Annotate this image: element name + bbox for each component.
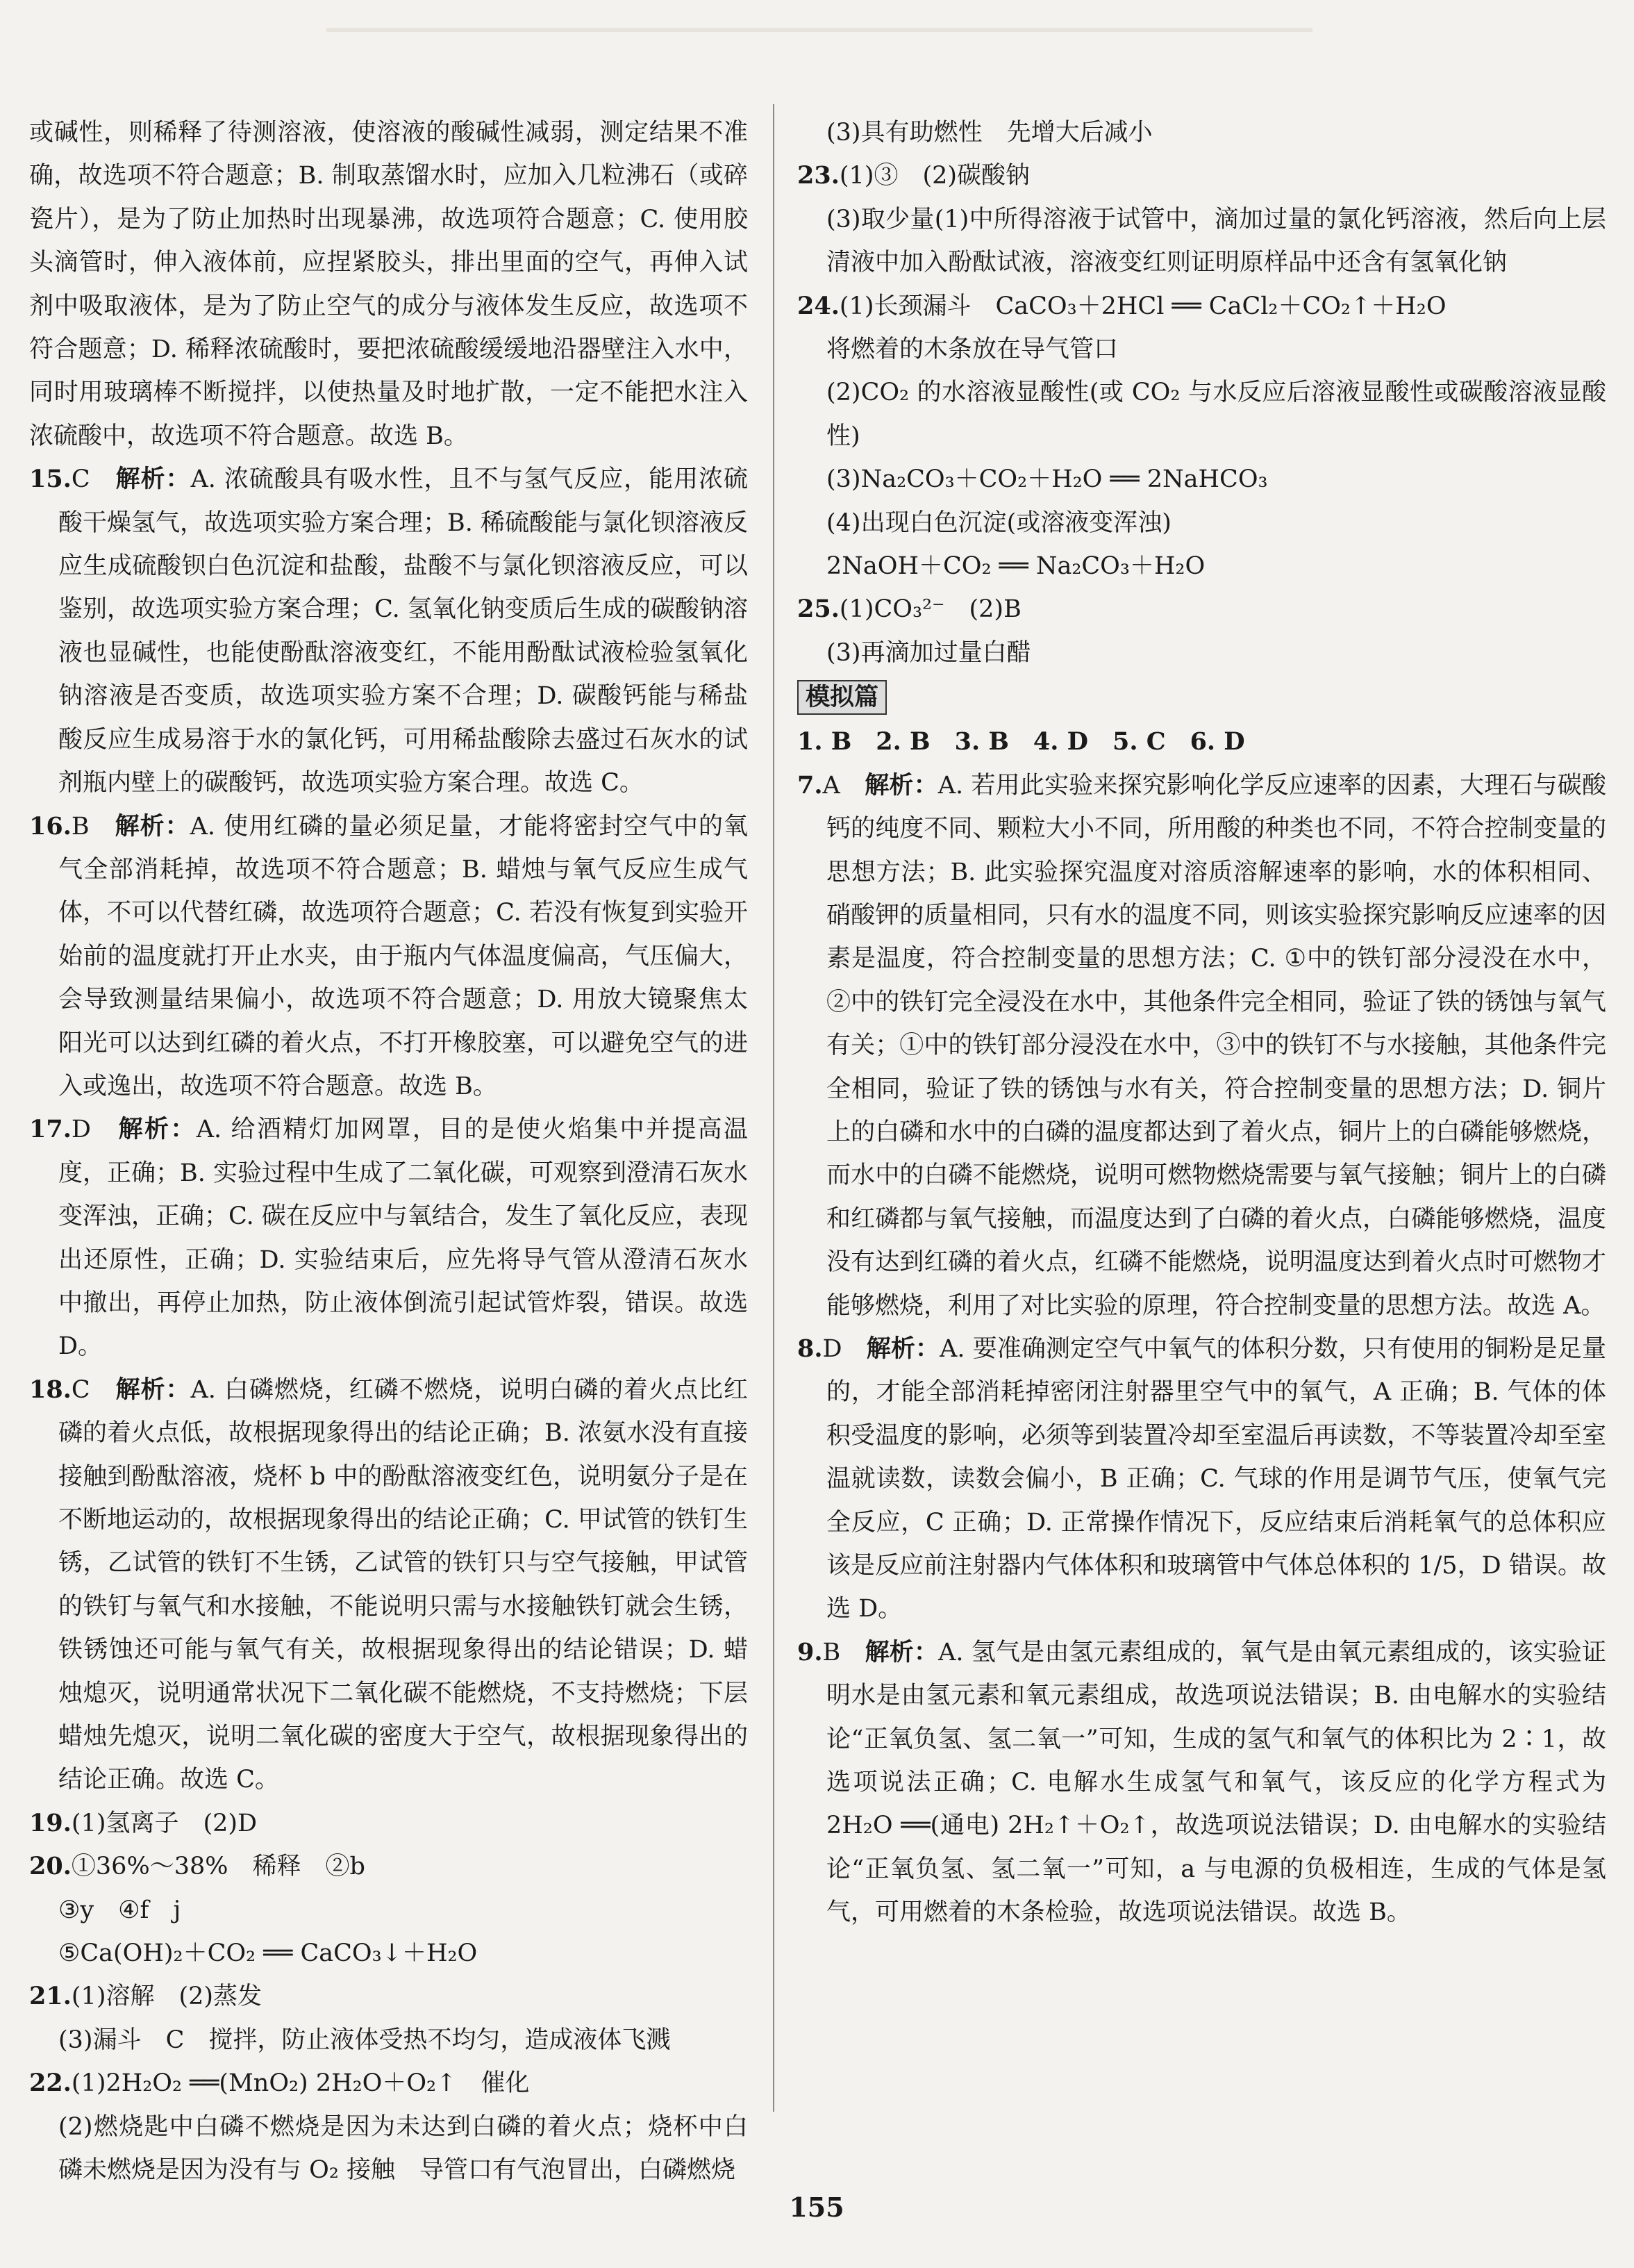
analysis-text: A. 使用红磷的量必须足量，才能将密封空气中的氧气全部消耗掉，故选项不符合题意；B. 蜡烛与氧气反应生成气体，不可以代替红磷，故选项符合题意；C. 若没有恢复到实验开始前的温度就打开止水夹，由于瓶内气体温度偏高，气压偏大，会导致测量结果偏小，故选项不符合题意；D. 用放大镜聚焦太阳光可以达到红磷的着火点，不打开橡胶塞，可以避免空气的进入或逸出，故选项不符合题意。故选 B。 bbox=[58, 812, 748, 1100]
question-9 bbox=[797, 1631, 1606, 1935]
question-16 bbox=[29, 805, 748, 1109]
question-15 bbox=[29, 458, 748, 804]
sub-answer: (3)Na₂CO₃＋CO₂＋H₂O ══ 2NaHCO₃ bbox=[826, 465, 1268, 494]
question-24 bbox=[797, 285, 1606, 328]
sub-answer: (3)具有助燃性 先增大后减小 bbox=[826, 119, 1153, 147]
sub-answer: (3)漏斗 C 搅拌，防止液体受热不均匀，造成液体飞溅 bbox=[58, 2026, 671, 2054]
section-heading bbox=[797, 674, 1606, 720]
answer-letter: D bbox=[822, 1334, 842, 1363]
answer-text: ①36%～38% 稀释 ②b bbox=[71, 1853, 365, 1881]
analysis-label: 解析： bbox=[865, 770, 938, 800]
answer-text: (1)溶解 (2)蒸发 bbox=[71, 1983, 262, 2011]
question-21 bbox=[29, 1975, 748, 2018]
question-number: 21. bbox=[29, 1982, 72, 2011]
analysis-label: 解析： bbox=[115, 1375, 191, 1404]
column-divider bbox=[773, 104, 774, 2112]
question-7 bbox=[797, 764, 1606, 1327]
question-number: 7. bbox=[797, 770, 823, 800]
quick-answers: 1. B 2. B 3. B 4. D 5. C 6. D bbox=[797, 727, 1245, 756]
page-number: 155 bbox=[789, 2192, 844, 2223]
left-column bbox=[29, 111, 748, 2192]
question-17 bbox=[29, 1108, 748, 1368]
question-number: 18. bbox=[29, 1375, 72, 1404]
page-top-decoration bbox=[326, 28, 1312, 32]
answer-text: (1)氢离子 (2)D bbox=[71, 1809, 258, 1837]
answer-text: (1)CO₃²⁻ (2)B bbox=[839, 595, 1022, 624]
question-18 bbox=[29, 1368, 748, 1802]
analysis-text: A. 白磷燃烧，红磷不燃烧，说明白磷的着火点比红磷的着火点低，故根据现象得出的结论正确；B. 浓氨水没有直接接触到酚酞溶液，烧杯 b 中的酚酞溶液变红色，说明氨分子是在不断地运动的，故根据现象得出的结论正确；C. 甲试管的铁钉生锈，乙试管的铁钉不生锈，乙试管的铁钉只与空气接触，甲试管的铁钉与氧气和水接触，不能说明只需与水接触铁钉就会生锈，铁锈蚀还可能与氧气有关，故根据现象得出的结论错误；D. 蜡烛熄灭，说明通常状况下二氧化碳不能燃烧，不支持燃烧；下层蜡烛先熄灭，说明二氧化碳的密度大于空气，故根据现象得出的结论正确。故选 C。 bbox=[58, 1375, 748, 1794]
question-23 bbox=[797, 154, 1606, 197]
analysis-text: A. 氢气是由氢元素组成的，氧气是由氧元素组成的，该实验证明水是由氢元素和氧元素组成，故选项说法错误；B. 由电解水的实验结论“正氧负氢、氢二氧一”可知，生成的氢气和氧气的体积比为 2∶1，故选项说法正确；C. 电解水生成氢气和氧气，该反应的化学方程式为 2H₂O ══(通电) 2H₂↑＋O₂↑，故选项说法错误；D. 由电解水的实验结论“正氧负氢、氢二氧一”可知，a 与电源的负极相连，生成的气体是氢气，可用燃着的木条检验，故选项说法错误。故选 B。 bbox=[826, 1638, 1606, 1927]
question-25 bbox=[797, 588, 1606, 631]
sub-answer: (2)燃烧匙中白磷不燃烧是因为未达到白磷的着火点；烧杯中白磷未燃烧是因为没有与 O₂ 接触 导管口有气泡冒出，白磷燃烧 bbox=[58, 2112, 748, 2185]
sub-answer: 2NaOH＋CO₂ ══ Na₂CO₃＋H₂O bbox=[826, 552, 1206, 581]
answer-letter: B bbox=[822, 1638, 841, 1666]
left-block: 或碱性，则稀释了待测溶液，使溶液的酸碱性减弱，测定结果不准确，故选项不符合题意；B. 制取蒸馏水时，应加入几粒沸石（或碎瓷片），是为了防止加热时出现暴沸，故选项符合题意；C. 使用胶头滴管时，伸入液体前，应捏紧胶头，排出里面的空气，再伸入试剂中吸取液体，是为了防止空气的成分与液体发生反应，故选项不符合题意；D. 稀释浓硫酸时，要把浓硫酸缓缓地沿器壁注入水中，同时用玻璃棒不断搅拌，以使热量及时地扩散，一定不能把水注入浓硫酸中，故选项不符合题意。故选 B。 bbox=[29, 119, 748, 450]
question-8 bbox=[797, 1327, 1606, 1631]
analysis-text: A. 浓硫酸具有吸水性，且不与氢气反应，能用浓硫酸干燥氢气，故选项实验方案合理；B. 稀硫酸能与氯化钡溶液反应生成硫酸钡白色沉淀和盐酸，盐酸不与氯化钡溶液反应，可以鉴别，故选项实验方案合理；C. 氢氧化钠变质后生成的碳酸钠溶液也显碱性，也能使酚酞溶液变红，不能用酚酞试液检验氢氧化钠溶液是否变质，故选项实验方案不合理；D. 碳酸钙能与稀盐酸反应生成易溶于水的氯化钙，可用稀盐酸除去盛过石灰水的试剂瓶内壁上的碳酸钙，故选项实验方案合理。故选 C。 bbox=[58, 465, 748, 797]
question-20 bbox=[29, 1845, 748, 1888]
analysis-label: 解析： bbox=[865, 1637, 939, 1666]
right-column bbox=[797, 111, 1606, 1935]
sub-answer: ⑤Ca(OH)₂＋CO₂ ══ CaCO₃↓＋H₂O bbox=[58, 1939, 478, 1968]
question-number: 23. bbox=[797, 161, 840, 190]
question-number: 9. bbox=[797, 1637, 823, 1666]
question-19 bbox=[29, 1802, 748, 1845]
question-number: 22. bbox=[29, 2069, 72, 2098]
answer-letter: B bbox=[71, 812, 90, 841]
answer-letter: C bbox=[71, 1375, 90, 1404]
question-number: 20. bbox=[29, 1852, 72, 1881]
analysis-label: 解析： bbox=[866, 1334, 940, 1363]
answer-text: (1)③ (2)碳酸钠 bbox=[839, 162, 1031, 190]
answer-text: (1)长颈漏斗 CaCO₃＋2HCl ══ CaCl₂＋CO₂↑＋H₂O bbox=[839, 292, 1447, 320]
analysis-label: 解析： bbox=[115, 811, 190, 841]
analysis-label: 解析： bbox=[118, 1115, 197, 1144]
question-number: 24. bbox=[797, 291, 840, 320]
question-number: 8. bbox=[797, 1334, 823, 1363]
answer-letter: C bbox=[71, 465, 90, 494]
question-number: 15. bbox=[29, 465, 72, 494]
question-22 bbox=[29, 2062, 748, 2105]
question-number: 17. bbox=[29, 1115, 72, 1144]
sub-answer: (3)再滴加过量白醋 bbox=[826, 638, 1031, 667]
sub-answer: (2)CO₂ 的水溶液显酸性(或 CO₂ 与水反应后溶液显酸性或碳酸溶液显酸性) bbox=[826, 379, 1606, 450]
sub-answer: (4)出现白色沉淀(或溶液变浑浊) bbox=[826, 508, 1172, 537]
question-number: 19. bbox=[29, 1808, 72, 1837]
sub-answer: 将燃着的木条放在导气管口 bbox=[826, 336, 1119, 364]
analysis-text: A. 若用此实验来探究影响化学反应速率的因素，大理石与碳酸钙的纯度不同、颗粒大小不同，所用酸的种类也不同，不符合控制变量的思想方法；B. 此实验探究温度对溶质溶解速率的影响，水的体积相同、硝酸钾的质量相同，只有水的温度不同，则该实验探究影响反应速率的因素是温度，符合控制变量的思想方法；C. ①中的铁钉部分浸没在水中，②中的铁钉完全浸没在水中，其他条件完全相同，验证了铁的锈蚀与氧气有关；①中的铁钉部分浸没在水中，③中的铁钉不与水接触，其他条件完全相同，验证了铁的锈蚀与水有关，符合控制变量的思想方法；D. 铜片上的白磷和水中的白磷的温度都达到了着火点，铜片上的白磷能够燃烧，而水中的白磷不能燃烧，说明可燃物燃烧需要与氧气接触；铜片上的白磷和红磷都与氧气接触，而温度达到了白磷的着火点，白磷能够燃烧，温度没有达到红磷的着火点，红磷不能燃烧，说明温度达到着火点时可燃物才能够燃烧，利用了对比实验的原理，符合控制变量的思想方法。故选 A。 bbox=[826, 771, 1606, 1320]
analysis-text: A. 要准确测定空气中氧气的体积分数，只有使用的铜粉是足量的，才能全部消耗掉密闭注射器里空气中的氧气，A 正确；B. 气体的体积受温度的影响，必须等到装置冷却至室温后再读数，不等装置冷却至室温就读数，读数会偏小，B 正确；C. 气球的作用是调节气压，使氧气完全反应，C 正确；D. 正常操作情况下，反应结束后消耗氧气的总体积应该是反应前注射器内气体体积和玻璃管中气体总体积的 1/5，D 错误。故选 D。 bbox=[826, 1334, 1606, 1623]
answer-letter: D bbox=[71, 1116, 91, 1144]
analysis-text: A. 给酒精灯加网罩，目的是使火焰集中并提高温度，正确；B. 实验过程中生成了二氧化碳，可观察到澄清石灰水变浑浊，正确；C. 碳在反应中与氧结合，发生了氧化反应，表现出还原性，正确；D. 实验结束后，应先将导气管从澄清石灰水中撤出，再停止加热，防止液体倒流引起试管炸裂，错误。故选 D。 bbox=[58, 1116, 748, 1361]
question-number: 16. bbox=[29, 811, 72, 841]
analysis-label: 解析： bbox=[115, 465, 191, 494]
answer-text: (1)2H₂O₂ ══(MnO₂) 2H₂O＋O₂↑ 催化 bbox=[71, 2069, 530, 2098]
section-tag: 模拟篇 bbox=[797, 680, 887, 715]
answer-letter: A bbox=[822, 771, 840, 800]
question-number: 25. bbox=[797, 595, 840, 624]
sub-answer: ③y ④f j bbox=[58, 1896, 181, 1924]
sub-answer: (3)取少量(1)中所得溶液于试管中，滴加过量的氯化钙溶液，然后向上层清液中加入酚酞试液，溶液变红则证明原样品中还含有氢氧化钠 bbox=[826, 205, 1606, 277]
